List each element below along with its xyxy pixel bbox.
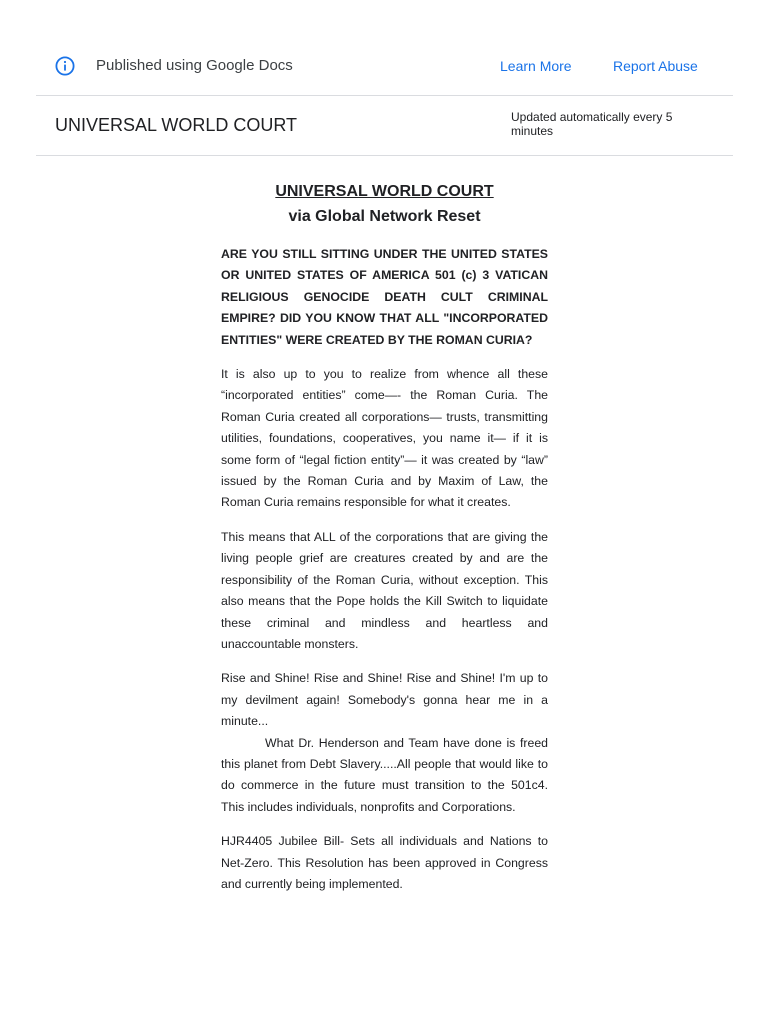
document-header [36,96,733,156]
doc-subheading: via Global Network Reset [288,208,481,225]
report-abuse-link[interactable]: Report Abuse [613,58,698,74]
paragraph: This means that ALL of the corporations that are giving the living people grief are creatures created by and are the responsibility of the Roman Curia, without exception. This also means that the Pope holds the Kill Switch to liquidate these criminal and mindless and heartless and unaccountable monsters. [221,529,548,651]
paragraph: Rise and Shine! Rise and Shine! Rise and Shine! I'm up to my devilment again! Somebody's gonna hear me in a minute... [221,671,548,729]
document-title: UNIVERSAL WORLD COURT [55,115,298,135]
info-icon [55,56,75,76]
paragraph: What Dr. Henderson and Team have done is freed this planet from Debt Slavery.....All people that would like to do commerce in the future must transition to the 501c4. This includes individuals, nonprofits and Corporations. [221,735,548,814]
published-text: Published using Google Docs [96,57,293,74]
learn-more-link[interactable]: Learn More [500,58,572,74]
paragraph: HJR4405 Jubilee Bill- Sets all individuals and Nations to Net-Zero. This Resolution has been approved in Congress and currently being implemented. [221,834,548,891]
document-body [221,180,548,908]
published-banner [36,36,733,96]
update-notice: Updated automatically every 5 minutes [511,110,673,138]
doc-heading: UNIVERSAL WORLD COURT [275,183,494,200]
paragraph: It is also up to you to realize from whence all these “incorporated entities” come—- the Roman Curia. The Roman Curia created all corporations— trusts, transmitting utilities, foundations, cooperatives, you name it— if it is some form of “legal fiction entity”— it was created by “law” issued by the Roman Curia and by Maxim of Law, the Roman Curia remains responsible for what it creates. [221,367,548,510]
paragraph-bold-question: ARE YOU STILL SITTING UNDER THE UNITED STATES OR UNITED STATES OF AMERICA 501 (c) 3 VATICAN RELIGIOUS GENOCIDE DEATH CULT CRIMINAL EMPIRE? DID YOU KNOW THAT ALL "INCORPORATED ENTITIES" WERE CREATED BY THE ROMAN CURIA? [221,247,548,347]
